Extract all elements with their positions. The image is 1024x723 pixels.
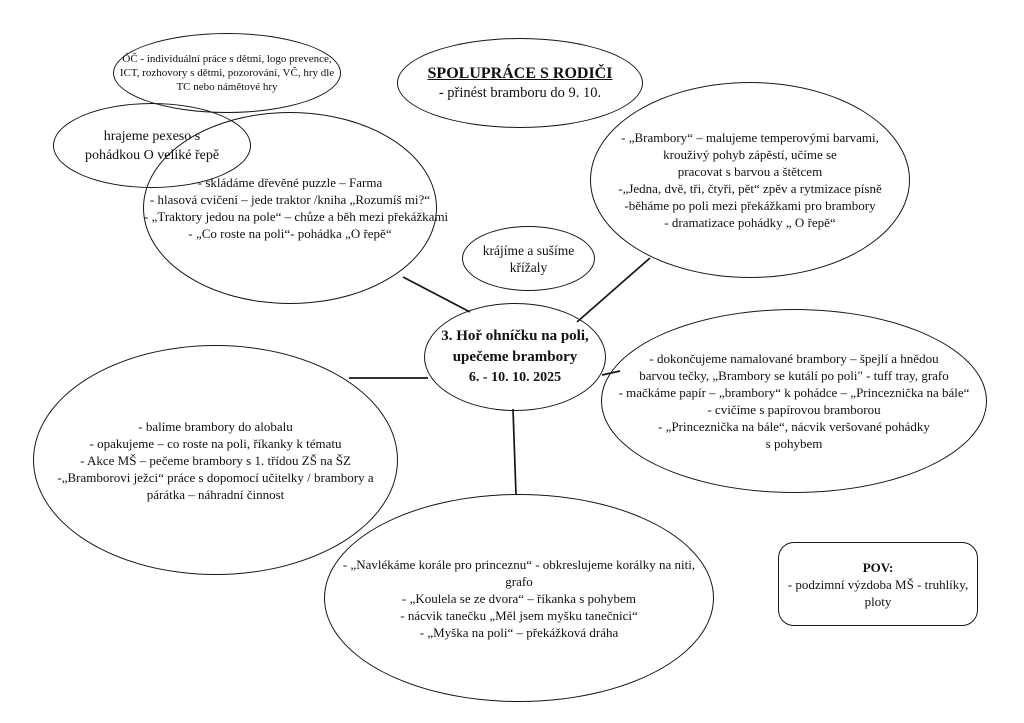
node-text-line: - skládáme dřevěné puzzle – Farma xyxy=(197,175,383,190)
node-text-line: hrajeme pexeso s xyxy=(103,128,201,144)
node-text-line: - balíme brambory do alobalu xyxy=(138,418,293,434)
node-text-line: pohádkou O veliké řepě xyxy=(84,147,220,163)
node-text-line: - „Myška na poli“ – překážková dráha xyxy=(419,624,619,640)
node-text-line: -„Jedna, dvě, tři, čtyři, pět“ zpěv a rytmizace písně xyxy=(618,181,882,196)
node-title: SPOLUPRÁCE S RODIČI xyxy=(427,64,613,82)
node-text-line: ÓČ - individuální práce s dětmi, logo prevence, xyxy=(122,53,332,65)
node-text-line: - mačkáme papír – „brambory“ k pohádce – „Princeznička na bále“ xyxy=(618,385,970,400)
node-text-line: - dokončujeme namalované brambory – špejlí a hnědou xyxy=(649,351,939,366)
node-text-line: - přinést bramboru do 9. 10. xyxy=(438,84,602,101)
node-central-topic xyxy=(424,303,606,411)
node-text-line: - opakujeme – co roste na poli, říkanky k tématu xyxy=(89,435,342,451)
node-text-line: - podzimní výzdoba MŠ - truhlíky, xyxy=(787,576,969,592)
node-text-line: TC nebo námětové hry xyxy=(176,81,278,93)
node-text-line: -běháme po poli mezi překážkami pro brambory xyxy=(624,198,876,213)
node-text-line: - „Navlékáme korále pro princeznu“ - obkreslujeme korálky na niti, xyxy=(342,556,696,572)
node-text-line: ICT, rozhovory s dětmi, pozorování, VČ, hry dle xyxy=(119,67,335,79)
node-text-line: krouživý pohyb zápěstí, učíme se xyxy=(663,147,837,162)
node-text-line: - „Princeznička na bále“, nácvik veršované pohádky xyxy=(658,419,930,434)
node-drying-apples xyxy=(462,226,595,291)
node-text-line: párátka – náhradní činnost xyxy=(146,486,285,502)
node-painting-activities xyxy=(590,82,910,278)
central-topic-title: 3. Hoř ohníčku na poli, xyxy=(441,328,589,344)
node-craft-activities xyxy=(601,309,987,493)
central-topic-date: 6. - 10. 10. 2025 xyxy=(468,370,562,385)
node-text-line: - cvičíme s papírovou bramborou xyxy=(707,402,881,417)
central-topic-title: upečeme brambory xyxy=(452,349,578,365)
node-individual-work xyxy=(113,33,341,113)
node-text-line: -„Bramborovi ježci“ práce s dopomocí učitelky / brambory a xyxy=(57,469,374,485)
node-text-line: grafo xyxy=(505,573,533,589)
node-text-line: - „Co roste na poli“- pohádka „O řepě“ xyxy=(188,226,392,241)
pov-title: POV: xyxy=(862,559,894,575)
node-text-line: krájíme a sušíme xyxy=(482,242,575,258)
node-parent-cooperation xyxy=(397,38,643,128)
node-text-line: - nácvik tanečku „Měl jsem myšku tanečnici“ xyxy=(400,607,638,623)
connector-puzzle-central xyxy=(403,277,470,312)
node-baking-activities xyxy=(33,345,398,575)
node-text-line: - Akce MŠ – pečeme brambory s 1. třídou ZŠ na ŠZ xyxy=(80,452,351,468)
node-text-line: pracovat s barvou a štětcem xyxy=(677,164,823,179)
node-text-line: s pohybem xyxy=(765,436,823,451)
node-text-line: - „Koulela se ze dvora“ – říkanka s pohybem xyxy=(402,590,636,606)
connector-central-bottom xyxy=(513,409,516,495)
node-pov-box xyxy=(778,542,978,626)
node-text-line: barvou tečky, „Brambory se kutálí po poli" - tuff tray, grafo xyxy=(639,368,949,383)
node-text-line: - dramatizace pohádky „ O řepě“ xyxy=(664,215,836,230)
node-text-line: křížaly xyxy=(509,259,548,275)
node-text-line: - „Brambory“ – malujeme temperovými barvami, xyxy=(621,130,879,145)
node-beads-dance-activities xyxy=(324,494,714,702)
node-puzzle-activities xyxy=(143,112,449,304)
node-text-line: - „Traktory jedou na pole“ – chůze a běh mezi překážkami xyxy=(144,209,449,224)
node-text-line: - hlasová cvičení – jede traktor /kniha „Rozumíš mi?“ xyxy=(149,192,431,207)
node-text-line: ploty xyxy=(864,593,892,609)
